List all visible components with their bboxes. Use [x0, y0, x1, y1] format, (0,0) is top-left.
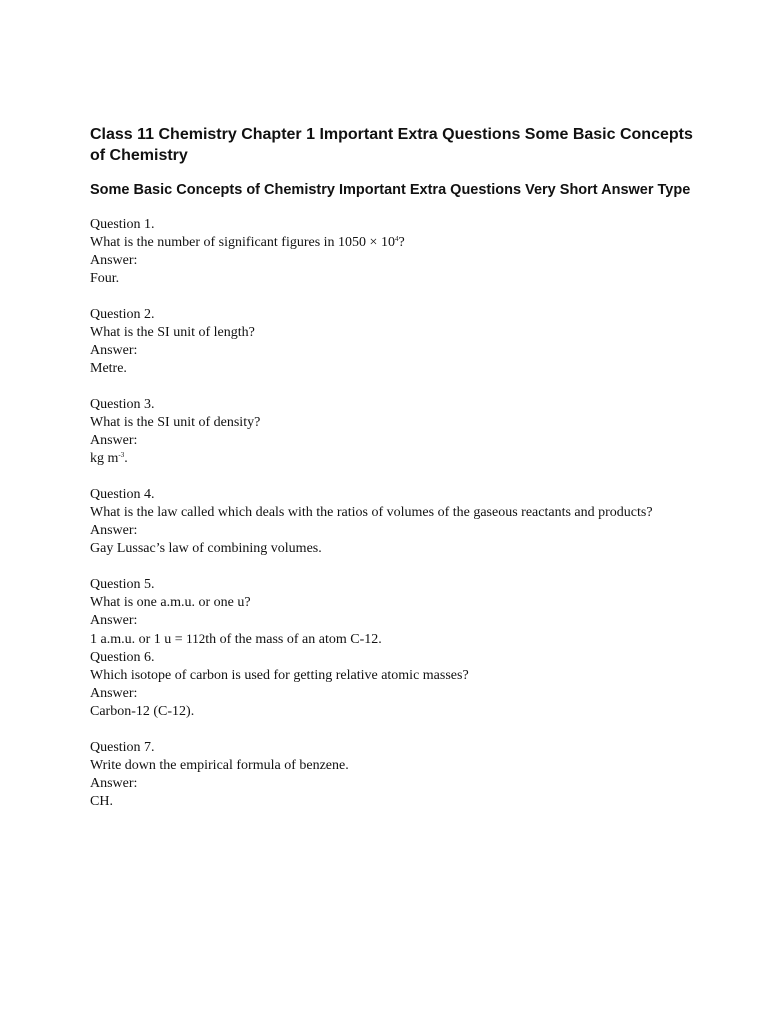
question-label: Question 4. [90, 487, 155, 502]
question-text: What is the number of significant figures in $1050 \times 10^4$? [90, 235, 405, 250]
question-label: Question 1. [90, 217, 155, 232]
answer-text: Gay Lussac’s law of combining volumes. [90, 541, 322, 556]
question-label: Question 3. [90, 397, 155, 412]
answer-label: Answer: [90, 776, 138, 791]
question-block-5 [90, 576, 700, 649]
answer-label: Answer: [90, 343, 138, 358]
answer-text: Metre. [90, 361, 127, 376]
question-label: Question 2. [90, 307, 155, 322]
question-text: What is the law called which deals with the ratios of volumes of the gaseous reactants and products? [90, 505, 653, 520]
answer-text: CH. [90, 794, 113, 809]
answer-label: Answer: [90, 613, 138, 628]
answer-text: Four. [90, 271, 120, 286]
document-title: Class 11 Chemistry Chapter 1 Important Extra Questions Some Basic Concepts of Chemistry [90, 126, 693, 164]
question-label: Question 6. [90, 650, 155, 665]
question-label: Question 5. [90, 577, 155, 592]
question-text: What is the SI unit of density? [90, 415, 261, 430]
section-heading: Some Basic Concepts of Chemistry Important Extra Questions Very Short Answer Type [90, 182, 691, 198]
answer-text: 1 a.m.u. or 1 u = 112th of the mass of an atom C-12. [90, 631, 382, 647]
question-block-4 [90, 486, 700, 558]
question-label: Question 7. [90, 740, 155, 755]
question-block-3 [90, 396, 700, 468]
answer-label: Answer: [90, 523, 138, 538]
answer-text: kg $m^{-3}$. [90, 451, 128, 466]
question-block-1 [90, 216, 700, 288]
question-block-7 [90, 739, 700, 811]
question-block-2 [90, 306, 700, 378]
question-text: What is the SI unit of length? [90, 325, 255, 340]
answer-label: Answer: [90, 433, 138, 448]
document-page [90, 124, 700, 811]
question-text: Write down the empirical formula of benzene. [90, 758, 349, 773]
answer-text: Carbon-12 (C-12). [90, 704, 195, 719]
question-block-6 [90, 649, 700, 721]
answer-label: Answer: [90, 686, 138, 701]
answer-label: Answer: [90, 253, 138, 268]
question-text: Which isotope of carbon is used for getting relative atomic masses? [90, 668, 469, 683]
question-text: What is one a.m.u. or one u? [90, 595, 251, 610]
